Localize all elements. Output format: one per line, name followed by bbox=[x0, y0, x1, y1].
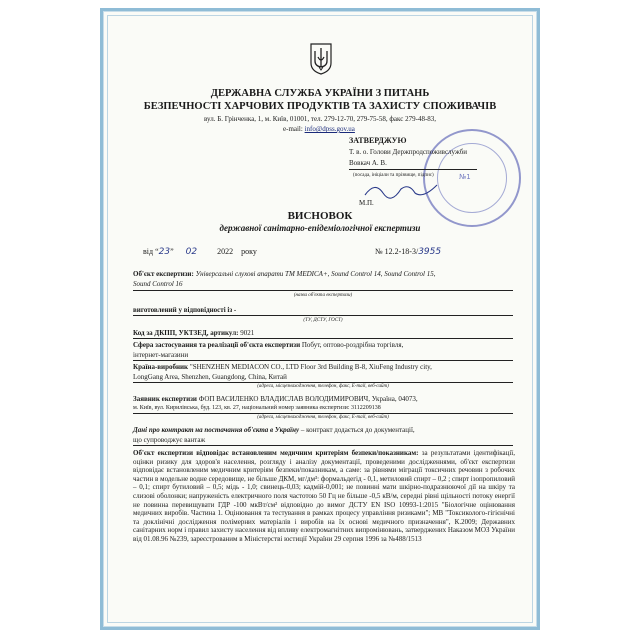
date-year: 2022 bbox=[217, 247, 234, 256]
sphere-row: Сфера застосування та реалізації об'єкта експертизи Побут, оптово-роздрібна торгівля, bbox=[133, 341, 404, 349]
approval-position: Т. в. о. Голови Держпродспоживслужби bbox=[349, 148, 468, 156]
date-month: 02 bbox=[185, 247, 198, 257]
email-link[interactable]: info@dpss.gov.ua bbox=[304, 125, 355, 133]
conclusion-paragraph: Об'єкт експертизи відповідає встановленим медичним критеріям безпеки/показникам: за результатами ідентифікації, оцінки ризику для здоров'я населення, розгляду і аналізу документації, проведеними дослідженнями, об'єкт експертизи відповідає встановленим медичним критеріям безпеки/показникам, а саме: за рівнями міграції токсичних речовин з робочих частин в модельне водне середовище, не більше ДКМ, мг/дм³: формальдегід - 0,1, метиловий спирт – 0,2 ; спирт ізопропиловий – 0,1; спирт бутиловий – 0,5; мідь - 1,0; свинець-0,03; кадмій-0,001; не повинні мати шкірно-подразнюючої дії на шкіру та слизові оболонки; напруженість електричного поля частотою 50 Гц не більше -0,5 кВ/м, середні рівні щільності потоку енергії не повинна перевищувати ГДР -100 мкВт/см² відповідно до вимог ДСТУ EN ISO 10993-1:2015 "Біологічне оцінювання медичних виробів. Частина 1. Оцінювання та тестування в рамках процесу управління ризиками"; МВ "Токсиколого-гігієнічні та доклінічні дослідження полімерних матеріалів і виробів на їх основі медичного призначення", К.2009; Державних санітарних норм і правил захисту населення від впливу електромагнітних випромінювань, затверджених Наказом МОЗ України від 01.08.96 №239, зареєстрованим в Міністерстві юстиції України 29 серпня 1996 за №488/1513 bbox=[133, 449, 515, 543]
header-line-2: БЕЗПЕЧНОСТІ ХАРЧОВИХ ПРОДУКТІВ ТА ЗАХИСТУ СПОЖИВАЧІВ bbox=[143, 101, 497, 112]
trident-emblem-icon bbox=[310, 43, 332, 75]
approval-name: Вовкач А. В. bbox=[349, 159, 387, 167]
applicant-row-2: м. Київ, вул. Кирилівська, буд. 123, кв. 27, національний номер заявника експертизи: 3112209138 bbox=[133, 405, 381, 411]
contract-row-2: що супроводжує вантаж bbox=[133, 436, 206, 444]
signature-icon bbox=[363, 179, 443, 201]
contract-row: Дані про контракт на постачання об'єкта в Україну – контракт додається до документації, bbox=[133, 426, 415, 434]
approval-title: ЗАТВЕРДЖУЮ bbox=[349, 136, 407, 145]
object-row: Об'єкт експертизи: Універсальні слухові апарати ТМ MEDICA+, Sound Control 14, Sound Control 15, bbox=[133, 270, 436, 278]
official-stamp: №1 bbox=[423, 129, 521, 227]
applicant-caption: (адреса, місцезнаходження, телефон, факс, E-mail, веб-сайт) bbox=[257, 415, 389, 420]
doc-number: 3955 bbox=[418, 247, 442, 257]
document-title: ВИСНОВОК bbox=[287, 210, 353, 222]
email-label: e-mail: bbox=[283, 125, 303, 133]
approval-mp: М.П. bbox=[359, 199, 374, 207]
header-address: вул. Б. Грінченка, 1, м. Київ, 01001, тел. 279-12-70, 279-75-58, факс 279-48-83, bbox=[203, 115, 437, 123]
object-caption: (назва об'єкта експертизи) bbox=[293, 293, 353, 298]
sphere-row-2: інтернет-магазини bbox=[133, 351, 189, 359]
document-sheet bbox=[100, 8, 540, 630]
made-caption: (ТУ, ДСТУ, ГОСТ) bbox=[303, 318, 343, 323]
document-subtitle: державної санітарно-епідеміологічної експертизи bbox=[219, 223, 421, 233]
country-row: Країна-виробник "SHENZHEN MEDIACON CO., LTD Floor 3rd Building B-8, XiuFeng Industry city, bbox=[133, 363, 432, 371]
approval-underline bbox=[349, 169, 477, 170]
made-label: виготовлений у відповідності із - bbox=[133, 306, 237, 314]
object-row-2: Sound Control 16 bbox=[133, 280, 183, 288]
applicant-row: Заявник експертизи ФОП ВАСИЛЕНКО ВЛАДИСЛАВ ВОЛОДИМИРОВИЧ, Україна, 04073, bbox=[133, 395, 418, 403]
header-line-1: ДЕРЖАВНА СЛУЖБА УКРАЇНИ З ПИТАНЬ bbox=[210, 88, 430, 99]
number-row: № 12.2-18-3/3955 bbox=[375, 247, 442, 257]
approval-caption: (посада, ініціали та прізвище, підпис) bbox=[353, 173, 434, 178]
code-row: Код за ДКПП, УКТЗЕД, артикул: 9021 bbox=[133, 329, 255, 337]
header-email-row bbox=[283, 125, 355, 133]
date-day: 23 bbox=[158, 247, 171, 257]
country-row-2: LongGang Area, Shenzhen, Guangdong, China, Китай bbox=[133, 373, 287, 381]
date-row: від “23” 02 2022 року bbox=[143, 247, 257, 257]
country-caption: (адреса, місцезнаходження, телефон, факс, E-mail, веб-сайт) bbox=[257, 384, 389, 389]
